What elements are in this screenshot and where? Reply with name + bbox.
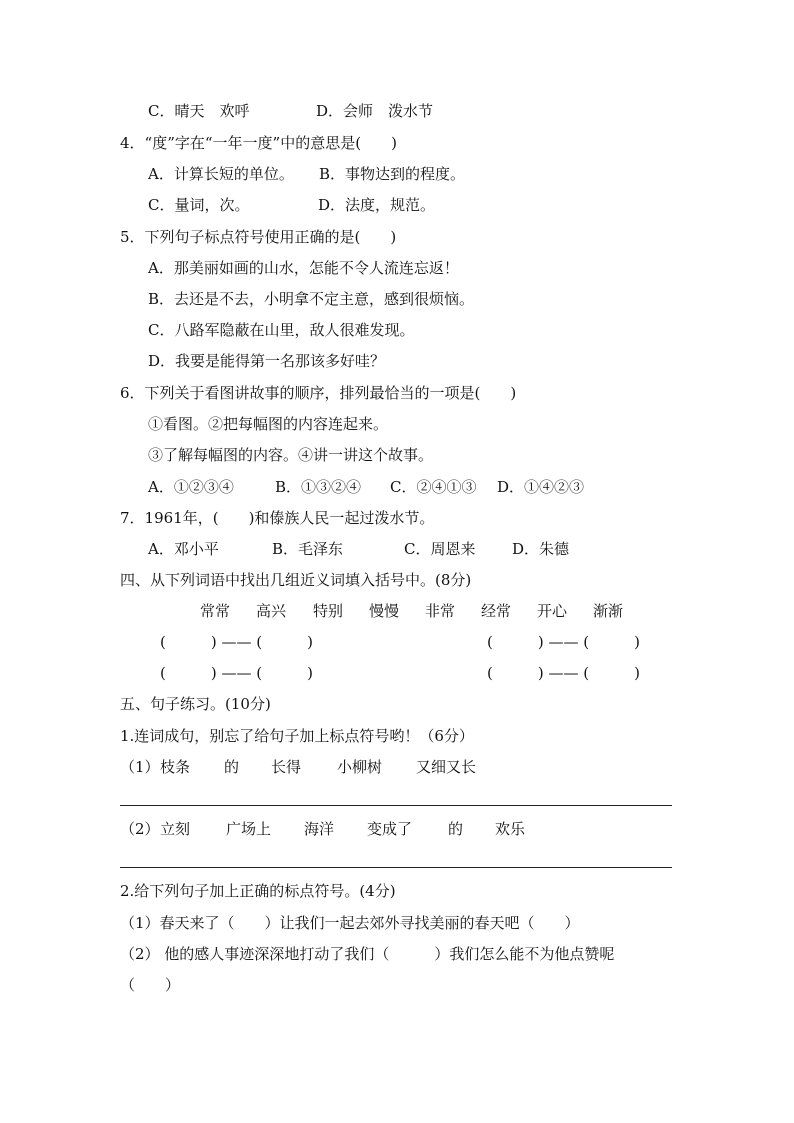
synonym-blank-pair[interactable]: ( ) —— ( )	[487, 664, 640, 682]
q5-option-d: D．我要是能得第一名那该多好哇？	[148, 352, 386, 370]
q5-option-c: C．八路军隐蔽在山里，敌人很难发现。	[148, 321, 415, 339]
word-bank-item: 开心	[537, 602, 568, 620]
q6-option-c: C．②④①③	[390, 478, 477, 496]
q5-option-b: B．去还是不去，小明拿不定主意，感到很烦恼。	[148, 290, 475, 308]
section5-sub2-title: 2.给下列句子加上正确的标点符号。(4分)	[120, 882, 396, 900]
scrambled-word: 的	[224, 758, 240, 776]
scrambled-word: 小柳树	[337, 758, 383, 776]
answer-line[interactable]	[120, 805, 672, 806]
q7-option-a: A．邓小平	[148, 540, 219, 558]
q7-stem: 7．1961年，( )和傣族人民一起过泼水节。	[120, 509, 435, 527]
q4-option-b: B．事物达到的程度。	[319, 165, 466, 183]
q7-option-b: B．毛泽东	[272, 540, 344, 558]
scrambled-word: 枝条	[160, 758, 191, 776]
word-bank-item: 非常	[425, 602, 456, 620]
q3-option-c: C．晴天 欢呼	[148, 102, 250, 120]
q7-option-c: C．周恩来	[404, 540, 476, 558]
synonym-blank-pair[interactable]: ( ) —— ( )	[160, 633, 313, 651]
q6-option-d: D．①④②③	[497, 478, 585, 496]
q4-option-c: C．量词，次。	[148, 196, 250, 214]
section4-title: 四、从下列词语中找出几组近义词填入括号中。(8分)	[120, 571, 472, 589]
item-number: （1）	[120, 758, 160, 776]
q3-option-d: D．会师 泼水节	[316, 102, 434, 120]
word-bank-item: 高兴	[256, 602, 287, 620]
word-bank-item: 经常	[481, 602, 512, 620]
item-number: （2）	[120, 820, 160, 838]
word-bank-item: 特别	[313, 602, 344, 620]
q4-option-a: A．计算长短的单位。	[148, 165, 294, 183]
scrambled-word: 欢乐	[495, 820, 526, 838]
q6-step-line1: ①看图。②把每幅图的内容连起来。	[148, 415, 389, 433]
q6-stem: 6．下列关于看图讲故事的顺序，排列最恰当的一项是( )	[120, 384, 517, 402]
q5-stem: 5．下列句子标点符号使用正确的是( )	[120, 228, 397, 246]
synonym-blank-pair[interactable]: ( ) —— ( )	[487, 633, 640, 651]
q6-step-line2: ③了解每幅图的内容。④讲一讲这个故事。	[148, 446, 434, 464]
q5-option-a: A．那美丽如画的山水，怎能不令人流连忘返！	[148, 259, 459, 277]
word-bank-item: 常常	[200, 602, 231, 620]
scrambled-word: 立刻	[160, 820, 191, 838]
word-bank-item: 慢慢	[369, 602, 400, 620]
word-bank-item: 渐渐	[593, 602, 624, 620]
scrambled-word: 的	[448, 820, 464, 838]
section5-title: 五、句子练习。(10分)	[120, 695, 271, 713]
synonym-blank-pair[interactable]: ( ) —— ( )	[160, 664, 313, 682]
section5-sub1-title: 1.连词成句，别忘了给句子加上标点符号哟！（6分）	[120, 727, 474, 745]
q6-option-a: A．①②③④	[148, 478, 234, 496]
punctuation-item-2: （2） 他的感人事迹深深地打动了我们（ ）我们怎么能不为他点赞呢	[120, 945, 615, 963]
answer-line[interactable]	[120, 867, 672, 868]
q6-option-b: B．①③②④	[275, 478, 362, 496]
q4-stem: 4．“度”字在“一年一度”中的意思是( )	[120, 134, 397, 152]
scrambled-word: 广场上	[226, 820, 272, 838]
scrambled-word: 变成了	[367, 820, 413, 838]
q7-option-d: D．朱德	[512, 540, 570, 558]
scrambled-word: 长得	[271, 758, 302, 776]
scrambled-word: 海洋	[304, 820, 335, 838]
scrambled-word: 又细又长	[416, 758, 477, 776]
punctuation-item-2-continued: （ ）	[120, 976, 181, 994]
q4-option-d: D．法度，规范。	[318, 196, 436, 214]
punctuation-item-1: （1）春天来了（ ）让我们一起去郊外寻找美丽的春天吧（ ）	[120, 914, 580, 932]
